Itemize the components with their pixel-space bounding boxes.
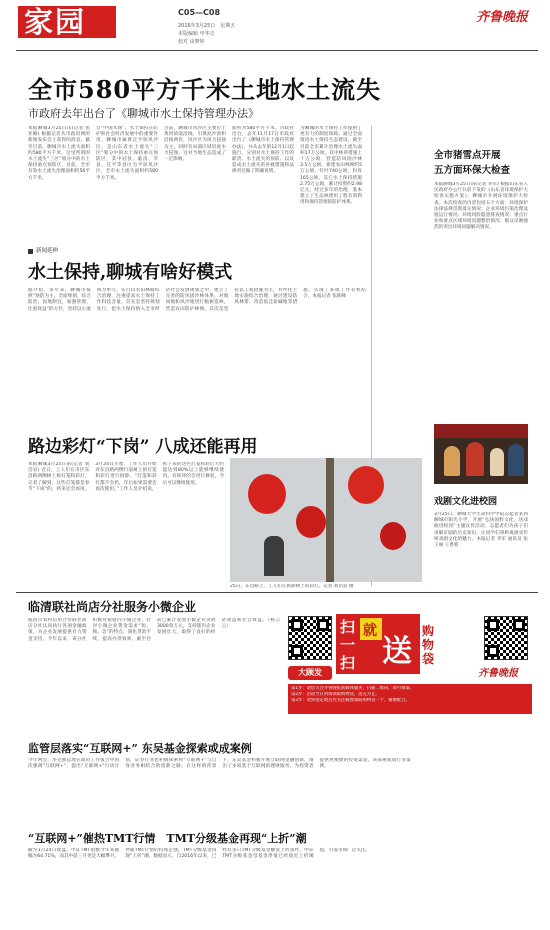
ad-slogan: 购物袋 bbox=[422, 624, 435, 666]
article5-body: 今年两会，李克强总理在政府工作报告中再次强调“互联网+”，提出“互联网+”行动计划，证券行业也积极探索将“互联网+”与自身业务相结合的创新之路。在这样的背景下，东吴基金积极开展互联网金融创新，推出了多项基于互联网的理财服务，为投资者提供更便捷的投资渠道，该探索或成行业案例。 bbox=[28, 758, 411, 770]
section-title: 家园 bbox=[24, 5, 87, 39]
ad-scan-char-2: 一 bbox=[340, 636, 356, 654]
ad-give-char: 送 bbox=[382, 634, 412, 669]
sidebar-body: 本报聊城3月25日讯(记者 李军) 根据山东省人民政府办公厅日前下发的《山东省环境保护大检查实施方案》，聊城市开展环境保护大检查。本次检查的内容包括五个方面：环境保护法律法规贯彻落实情况；企业环境污染治理设施运行情况；环境风险隐患排查情况；重点行业和重点区域环境问题整治情况；群众反映强烈的突出环境问题解决情况。 bbox=[434, 182, 528, 231]
article1-col1: 本报聊城3月25日讯(记者 张亚楠) 根据记者从市政府网的新闻发布会上获得的消息，截至目前，聊城市水土流失面积约580平方千米。这里所谓的水土流失“三区”划分中的水土保持重点预防区，目前，全市有效水土流失治理面积约56平方千米。 bbox=[28, 126, 90, 181]
ad-instructions bbox=[288, 684, 532, 714]
newspaper-logo: 齐鲁晚报 bbox=[476, 10, 529, 25]
masthead bbox=[0, 0, 550, 56]
ad-scan-char-3: 扫 bbox=[340, 654, 356, 672]
photo-tree-trunk bbox=[326, 458, 334, 582]
ad-qr-code-left bbox=[288, 616, 332, 660]
issue-date: 2016年3月25日 星期五 bbox=[178, 23, 236, 29]
lower-section-divider bbox=[16, 592, 538, 593]
ad-step-2: 第2步：活动当日到场领取购物袋，送完为止。 bbox=[291, 692, 380, 697]
ad-step-3: 第3步：请到指定地点凭关注截图领取购物袋一个，谢谢配合。 bbox=[291, 698, 410, 703]
article6-headline: “互联网+”催热TMT行情 TMT分级基金再现“上折”潮 bbox=[28, 832, 307, 845]
lantern-photo bbox=[230, 458, 422, 582]
ad-scan-char-1: 扫 bbox=[340, 618, 356, 636]
photo-child-3 bbox=[490, 448, 504, 476]
photo-lantern-1 bbox=[248, 474, 286, 514]
article3-body: 本报聊城3月25日讯(记者 刘岱岩) 近日，工人们在市区东昌路两侧树上拆灯笼和彩灯，记者了解到，这些灯笼都是春节“下岗”的，将来还会再用。3月24日开始，工作人员开始对东昌路两侧行道树上的灯笼和彩灯进行拆除。“灯笼和彩灯都不会扔，年后如果需要会再次使用。”工作人员介绍说，拆下来的这些灯笼和彩灯大约能达到80%以上能够继续使用，有损坏的会进行修复，今后可以继续使用。 bbox=[28, 462, 224, 492]
photo-backdrop-banner bbox=[434, 424, 528, 438]
article1-headline: 全市580平方千米土地水土流失 bbox=[28, 75, 382, 104]
photo-lantern-2 bbox=[296, 506, 326, 538]
article4-headline: 临清联社尚店分社服务小微企业 bbox=[28, 600, 197, 614]
article2-headline: 水土保持,聊城有啥好模式 bbox=[28, 262, 233, 283]
photo-body: 3月25日，聊城大学生命科学学院志愿者来到聊城市阳光小学，开展“弘扬国粹文化，送戏曲进校园”主题宣传活动。志愿者们为孩子们讲解京剧的历史知识，让同学们零距离感受传统戏剧文化的魅力。本报记者 李军 通讯员 张王丽 王香蓉 bbox=[434, 512, 528, 549]
photo-headline: 戏剧文化进校园 bbox=[434, 497, 498, 507]
theater-photo bbox=[434, 424, 528, 484]
photo-child-2 bbox=[466, 442, 484, 476]
photo-child-1 bbox=[444, 446, 460, 476]
article4-body: 临清市农村信用合作联社尚店分社认真执行各项金融政策，为企业发展提供有力资金支持。今年以来，该分社积极对接辖内小微企业，针对小微企业资金需求“短、频、急”的特点，简化贷款手续，提高办贷效率，截至目前已累计发放小微企业贷款3000余万元，支持辖内企业发展壮大，取得了良好的经济效益和社会效益。（杨云云） bbox=[28, 618, 280, 642]
photo-lantern-3 bbox=[348, 466, 384, 504]
photo-child-4 bbox=[508, 444, 524, 476]
ad-brand: 齐鲁晚报 bbox=[478, 668, 518, 679]
tag-marker-icon bbox=[28, 249, 33, 254]
shopping-bag-ad[interactable] bbox=[286, 614, 534, 736]
ad-offer-char: 就 bbox=[363, 623, 377, 639]
photo-worker bbox=[264, 536, 284, 576]
lantern-photo-caption: 25日，东昌路上，工人们在拆卸树上的彩灯。记者 刘岱岩 摄 bbox=[230, 584, 354, 589]
article2-body: 据介绍，多年来，聊城市按照“预防为主，全面规划，综合防治，因地制宜，加强管理，注重效益”的方针，坚持以小流域为单元，实行山水田林路综合治理，注重提高水土保持工作科技含量。首先是坚持规划先行，把水土保持纳入全市经济社会发展规划之中，建立了完善的防风固沙林体系，对坡岗地和风沙地进行植树造林，营造农田防护林网。其次是坚持以工程措施为主，对沙化土地实施综合治理，通过建设防风林带、改造低洼盐碱地等措施，实现了多项工作有机结合。本报记者 张跃峰 bbox=[28, 288, 366, 312]
article3-headline: 路边彩灯“下岗” 八成还能再用 bbox=[28, 437, 258, 457]
news-extension-tag bbox=[28, 248, 128, 256]
ad-badge bbox=[288, 666, 332, 680]
article1-col5: 为聊城的水土保持工作提供了更有力的制度保障。通过全面推进水土保持生态建设，截至目前全市累计治理水土流失面积17万公顷，其中林草措施上十万公顷，营造防风固沙林3.5万公顷，新建农田林网约5万公顷，针叶740公顷，封育165公顷，其它水土保持措施2.75万公顷，累计投资约2.98亿元，经过多年的治理，基本建立了生态林建用工程有效利用和保持管理的防护体系。 bbox=[300, 126, 362, 206]
article6-body: 截至3月24日收盘，中证TMT指数今年来涨幅为64.71%，而其中前三月更是大幅攀升。伴随TMT行情的持续走强，TMT分级基金再现“上折”潮。数据显示，自2016年以来，已经有多只TMT分级基金触发上折条件，中证TMT分级基金母基金净值已经接近上折阈值，引发市场广泛关注。 bbox=[28, 848, 371, 860]
ad-qr-code-right bbox=[484, 616, 528, 660]
ad-step-1: 第1步：请您关注齐鲁晚报新媒体服务，扫描二维码，即可领取。 bbox=[291, 686, 415, 691]
page-code: C05—C08 bbox=[178, 8, 221, 17]
page-editor: 本版编辑 申华音 bbox=[178, 31, 215, 37]
article1-subhead: 市政府去年出台了《聊城市水土保持管理办法》 bbox=[28, 107, 259, 120]
article1-col2: 自“中国水保”。水土保持在防护和社会经济发展中的重要作用，聊城市属黄泛平原风沙区，是山东省水土流失“三区”划分中的水土保持重点预防区，其中冠县、临清、莘县、茌平等县区为平原风沙区，全市水土流失面积约580平方千米。 bbox=[96, 126, 158, 181]
article1-col3: 目前，聊城市风沙区主要位于黄河故道沿线，引黄泥沙淤积沿线两岸，风沙区为风力侵蚀为主，同时有局部区域轻度水力侵蚀，这对当地生态造成了一定影响。 bbox=[164, 126, 226, 163]
ad-badge-label: 大顾发 bbox=[298, 668, 322, 677]
sidebar-headline-2: 五方面环保大检查 bbox=[434, 165, 511, 176]
tag-label: 新闻延伸 bbox=[36, 248, 59, 254]
article5-headline: 监管层落实“互联网+” 东吴基金探索或成案例 bbox=[28, 742, 252, 755]
masthead-divider bbox=[16, 50, 538, 51]
article1-col4: 面积为580平方千米。市政府出台，去年11月17日市政府出台了《聊城市水土保持管理办法》，并从去年的12月1日起施行，分别对水土保持工作的职责、水土流失的预防、以及造成水土流失的补救措施和法律责任做了明确说明。 bbox=[232, 126, 294, 175]
sidebar-headline-1: 全市猪雪点开展 bbox=[434, 150, 501, 161]
page-proofreader: 校对 由梦婷 bbox=[178, 39, 205, 45]
photo-lantern-4 bbox=[380, 522, 406, 550]
